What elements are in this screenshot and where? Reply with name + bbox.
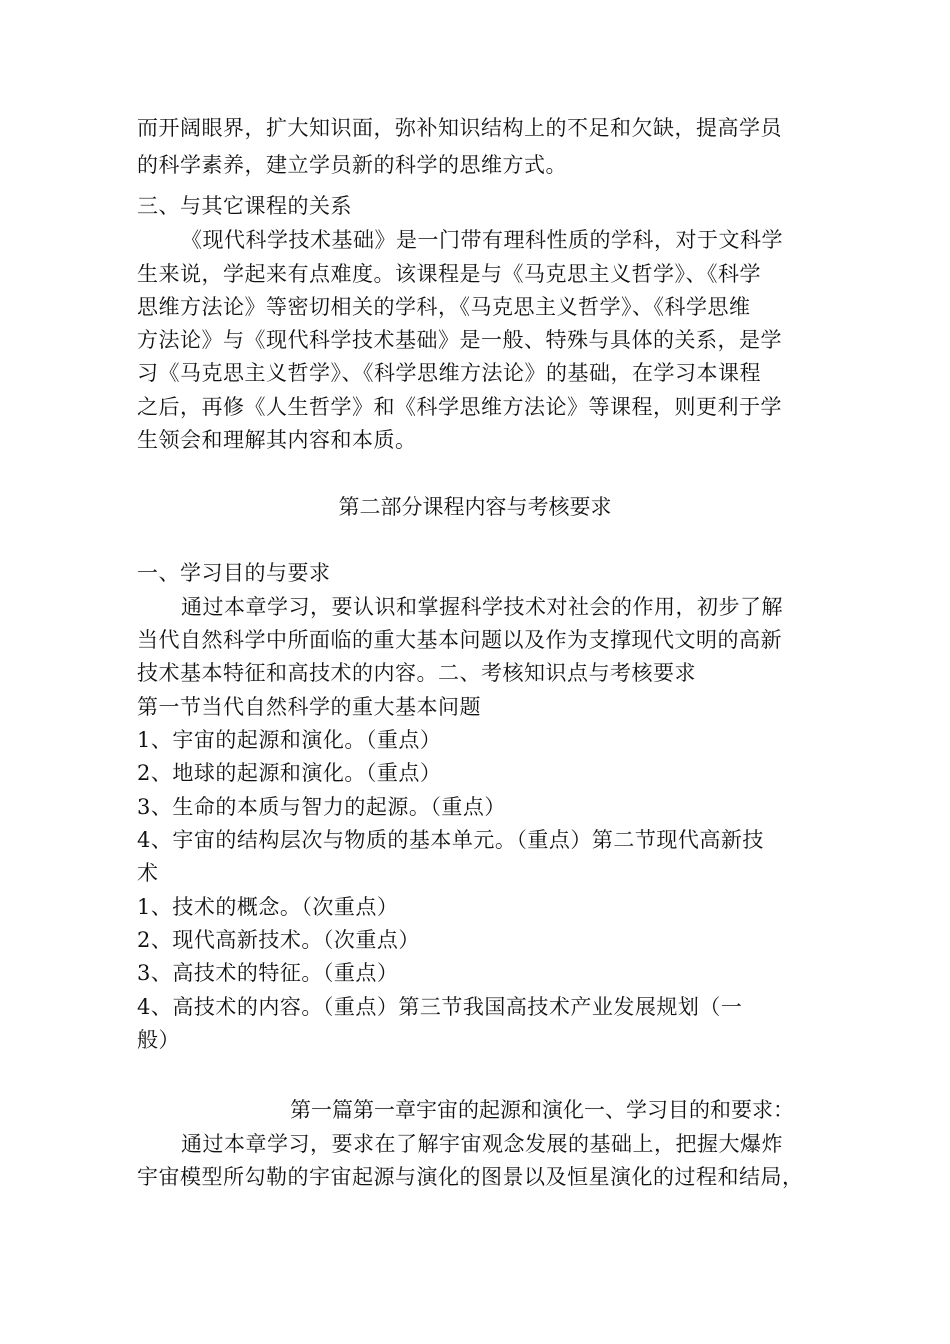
section-1-item-4: 4、宇宙的结构层次与物质的基本单元。（重点）第二节现代高新技	[137, 828, 764, 852]
purpose-line-2: 当代自然科学中所面临的重大基本问题以及作为支撑现代文明的高新	[137, 628, 782, 652]
purpose-line-3: 技术基本特征和高技术的内容。二、考核知识点与考核要求	[137, 661, 696, 685]
section-1-item-3: 3、生命的本质与智力的起源。（重点）	[137, 795, 506, 819]
intro-line-2: 的科学素养，建立学员新的科学的思维方式。	[137, 153, 567, 177]
purpose-line-1: 通过本章学习，要认识和掌握科学技术对社会的作用，初步了解	[181, 595, 783, 619]
relation-line-3: 思维方法论》等密切相关的学科，《马克思主义哲学》、《科学思维	[137, 295, 751, 319]
chapter-line-2: 宇宙模型所勾勒的宇宙起源与演化的图景以及恒星演化的过程和结局，	[137, 1165, 804, 1189]
relation-line-6: 之后，再修《人生哲学》和《科学思维方法论》等课程，则更利于学	[137, 395, 782, 419]
section-2-item-4: 4、高技术的内容。（重点）第三节我国高技术产业发展规划（一	[137, 995, 743, 1019]
section-1-item-2: 2、地球的起源和演化。（重点）	[137, 761, 442, 785]
relation-line-2: 生来说，学起来有点难度。该课程是与《马克思主义哲学》、《科学	[137, 262, 761, 286]
section-1-item-1: 1、宇宙的起源和演化。（重点）	[137, 728, 442, 752]
section-1-item-4-cont: 术	[137, 861, 159, 885]
section-one-heading: 一、学习目的与要求	[137, 561, 331, 585]
relation-line-1: 《现代科学技术基础》是一门带有理科性质的学科，对于文科学	[181, 228, 783, 252]
section-2-item-1: 1、技术的概念。（次重点）	[137, 895, 399, 919]
relation-line-4: 方法论》与《现代科学技术基础》是一般、特殊与具体的关系，是学	[137, 328, 782, 352]
part-two-title: 第二部分课程内容与考核要求	[338, 495, 612, 519]
section-2-item-3: 3、高技术的特征。（重点）	[137, 961, 399, 985]
section-2-item-2: 2、现代高新技术。（次重点）	[137, 928, 420, 952]
chapter-line-1: 通过本章学习，要求在了解宇宙观念发展的基础上，把握大爆炸	[181, 1132, 783, 1156]
relation-line-5: 习《马克思主义哲学》、《科学思维方法论》的基础，在学习本课程	[137, 361, 761, 385]
intro-line-1: 而开阔眼界，扩大知识面，弥补知识结构上的不足和欠缺，提高学员	[137, 116, 782, 140]
section-1-title: 第一节当代自然科学的重大基本问题	[137, 695, 481, 719]
section-three-heading: 三、与其它课程的关系	[137, 194, 352, 218]
relation-line-7: 生领会和理解其内容和本质。	[137, 428, 417, 452]
chapter-title: 第一篇第一章宇宙的起源和演化一、学习目的和要求：	[290, 1098, 794, 1122]
section-2-item-4-cont: 般）	[137, 1028, 180, 1052]
